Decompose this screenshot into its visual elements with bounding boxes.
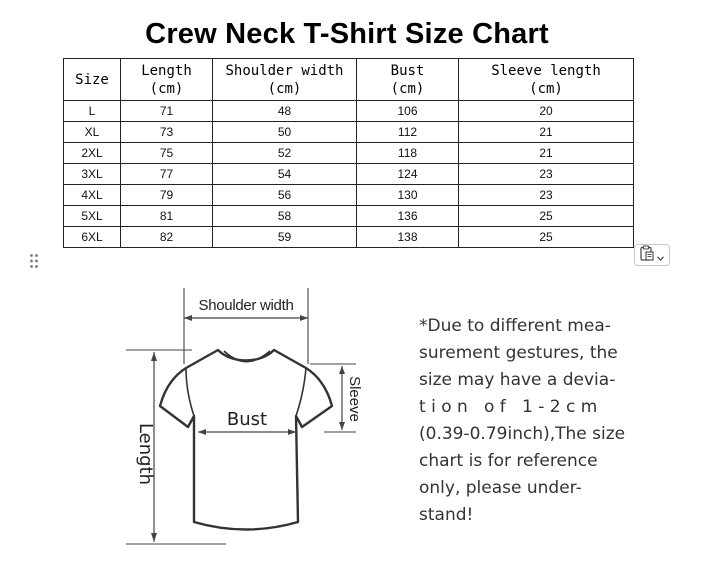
size-chart-table bbox=[63, 58, 634, 248]
table-cell: 130 bbox=[357, 185, 459, 206]
table-cell: XL bbox=[64, 122, 121, 143]
chevron-down-icon bbox=[657, 246, 664, 265]
measurement-note bbox=[419, 313, 669, 529]
table-row bbox=[64, 143, 634, 164]
table-cell: 21 bbox=[459, 143, 634, 164]
table-cell: 71 bbox=[121, 101, 213, 122]
table-cell: 2XL bbox=[64, 143, 121, 164]
length-label: Length bbox=[135, 422, 156, 486]
table-cell: 124 bbox=[357, 164, 459, 185]
table-cell: 48 bbox=[213, 101, 357, 122]
table-row bbox=[64, 206, 634, 227]
bust-label: Bust bbox=[226, 409, 268, 430]
table-row bbox=[64, 122, 634, 143]
table-cell: 50 bbox=[213, 122, 357, 143]
table-cell: 77 bbox=[121, 164, 213, 185]
table-row bbox=[64, 227, 634, 248]
table-cell: 82 bbox=[121, 227, 213, 248]
table-cell: 112 bbox=[357, 122, 459, 143]
table-cell: 23 bbox=[459, 164, 634, 185]
table-cell: 59 bbox=[213, 227, 357, 248]
note-line: only, please under- bbox=[419, 478, 582, 498]
note-line: t i o n o f 1 - 2 c m bbox=[419, 397, 598, 417]
header-bust: Bust (cm) bbox=[357, 59, 459, 101]
table-cell: 106 bbox=[357, 101, 459, 122]
table-row bbox=[64, 101, 634, 122]
table-cell: 25 bbox=[459, 227, 634, 248]
table-cell: 136 bbox=[357, 206, 459, 227]
table-cell: 73 bbox=[121, 122, 213, 143]
note-line: *Due to different mea- bbox=[419, 316, 611, 336]
table-cell: 79 bbox=[121, 185, 213, 206]
table-cell: 56 bbox=[213, 185, 357, 206]
table-cell: 3XL bbox=[64, 164, 121, 185]
header-sleeve-length: Sleeve length (cm) bbox=[459, 59, 634, 101]
table-header-row bbox=[64, 59, 634, 101]
table-cell: 118 bbox=[357, 143, 459, 164]
note-line: chart is for reference bbox=[419, 451, 598, 471]
tshirt-diagram bbox=[120, 282, 380, 552]
table-cell: 21 bbox=[459, 122, 634, 143]
table-cell: 25 bbox=[459, 206, 634, 227]
page-title: Crew Neck T-Shirt Size Chart bbox=[145, 18, 549, 50]
table-cell: 20 bbox=[459, 101, 634, 122]
table-cell: 75 bbox=[121, 143, 213, 164]
table-cell: 58 bbox=[213, 206, 357, 227]
note-line: size may have a devia- bbox=[419, 370, 616, 390]
table-row bbox=[64, 185, 634, 206]
table-row bbox=[64, 164, 634, 185]
note-line: stand! bbox=[419, 505, 474, 525]
table-cell: 6XL bbox=[64, 227, 121, 248]
table-cell: 5XL bbox=[64, 206, 121, 227]
table-cell: 81 bbox=[121, 206, 213, 227]
header-size: Size bbox=[64, 59, 121, 101]
paste-options-icon bbox=[640, 245, 654, 265]
table-cell: 23 bbox=[459, 185, 634, 206]
sleeve-label: Sleeve bbox=[346, 376, 363, 422]
shoulder-width-label: Shoulder width bbox=[198, 297, 294, 314]
paste-options-button[interactable] bbox=[634, 244, 670, 266]
table-cell: L bbox=[64, 101, 121, 122]
table-cell: 4XL bbox=[64, 185, 121, 206]
header-shoulder-width: Shoulder width (cm) bbox=[213, 59, 357, 101]
table-cell: 52 bbox=[213, 143, 357, 164]
note-line: surement gestures, the bbox=[419, 343, 618, 363]
note-line: (0.39-0.79inch),The size bbox=[419, 424, 626, 444]
header-length: Length (cm) bbox=[121, 59, 213, 101]
table-cell: 138 bbox=[357, 227, 459, 248]
table-cell: 54 bbox=[213, 164, 357, 185]
drag-handle-icon[interactable] bbox=[29, 253, 41, 269]
